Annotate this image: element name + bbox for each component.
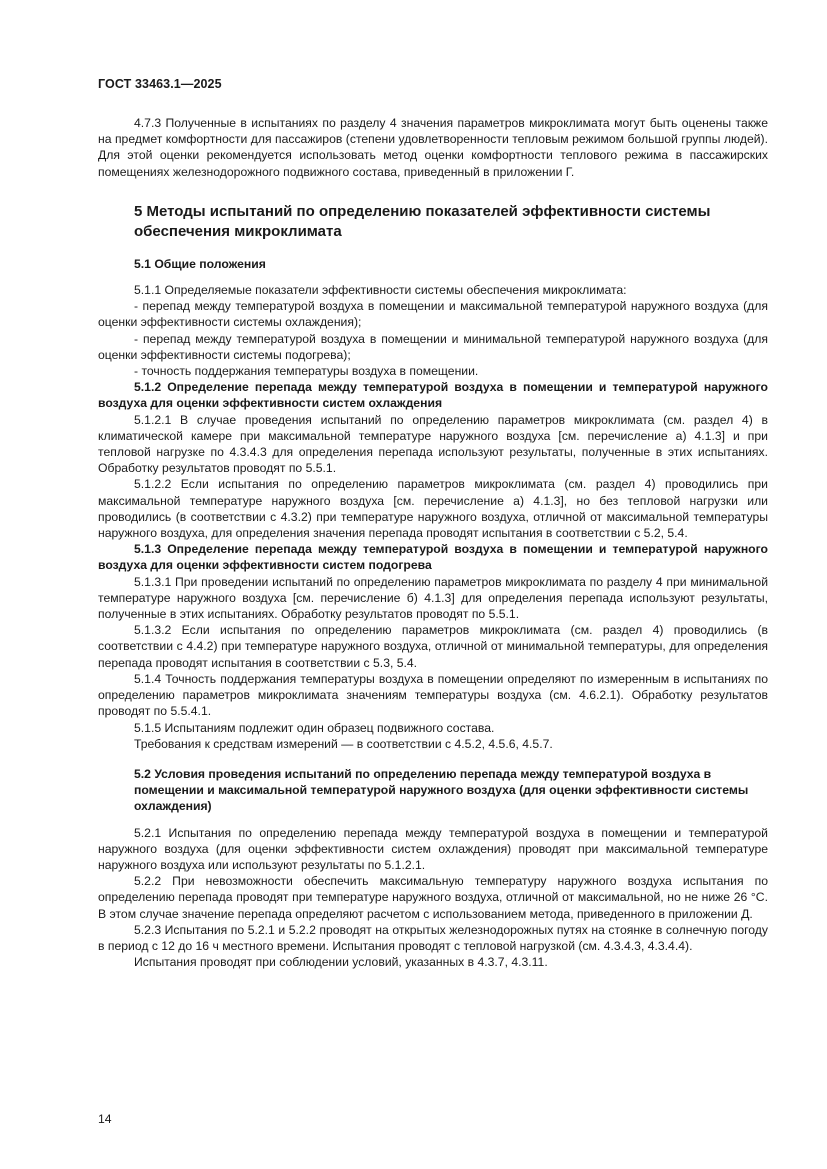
page-number: 14 <box>98 1112 112 1126</box>
paragraph-5-2-1: 5.2.1 Испытания по определению перепада между температурой воздуха в помещении и температурой наружного воздуха (для оценки эффективности систем охлаждения) проводят при максимальной температуре наружного воздуха или используют результаты по 5.1.2.1. <box>98 825 768 872</box>
document-code-header: ГОСТ 33463.1—2025 <box>98 77 222 91</box>
list-item: - перепад между температурой воздуха в помещении и максимальной температурой наружного воздуха (для оценки эффективности системы охлаждения); <box>98 299 768 330</box>
list-item: - точность поддержания температуры воздуха в помещении. <box>134 364 479 379</box>
paragraph-5-1-4: 5.1.4 Точность поддержания температуры воздуха в помещении определяют по измеренным в испытаниях по определению параметров микроклимата значениям температуры воздуха (см. 4.6.2.1). Обработку результатов проводят по 5.5.4.1. <box>98 671 768 719</box>
paragraph-5-1-3-2: 5.1.3.2 Если испытания по определению параметров микроклимата (см. раздел 4) проводились (в соответствии с 4.4.2) при температуре наружного воздуха, отличной от минимальной температуры, для определения перепада проводят испытания в соответствии с 5.3, 5.4. <box>98 623 768 670</box>
paragraph-5-1-5-requirements: Требования к средствам измерений — в соответствии с 4.5.2, 4.5.6, 4.5.7. <box>134 736 553 751</box>
paragraph-5-2-3-conditions: Испытания проводят при соблюдении условий, указанных в 4.3.7, 4.3.11. <box>134 955 548 970</box>
section-5-title: 5 Методы испытаний по определению показателей эффективности системы обеспечения микроклимата <box>134 202 711 240</box>
paragraph-5-2-2: 5.2.2 При невозможности обеспечить максимальную температуру наружного воздуха испытания по определению перепада проводят при температуре наружного воздуха, отличной от максимальной, но не ниже 26 °С. В этом случае значение перепада определяют расчетом с использованием метода, приведенного в приложении Д. <box>98 874 768 921</box>
clause-5-1-3-title: 5.1.3 Определение перепада между температурой воздуха в помещении и температурой наружного воздуха для оценки эффективности систем подогрева <box>98 542 768 573</box>
clause-5-1-2-title: 5.1.2 Определение перепада между температурой воздуха в помещении и температурой наружного воздуха для оценки эффективности систем охлаждения <box>98 380 768 411</box>
paragraph-5-1-2-1: 5.1.2.1 В случае проведения испытаний по определению параметров микроклимата (см. раздел 4) в климатической камере при максимальной температуре наружного воздуха [см. перечисление а) 4.1.3] и при тепловой нагрузке по 4.3.4.3 для определения перепада используют результаты, полученные в этих испытаниях. Обработку результатов проводят по 5.5.1. <box>98 412 768 476</box>
paragraph-5-2-3: 5.2.3 Испытания по 5.2.1 и 5.2.2 проводят на открытых железнодорожных путях на стоянке в солнечную погоду в период с 12 до 16 ч местного времени. Испытания проводят с тепловой нагрузкой (см. 4.3.4.3, 4.3.4.4). <box>98 922 768 953</box>
paragraph-5-1-3-1: 5.1.3.1 При проведении испытаний по определению параметров микроклимата по разделу 4 при минимальной температуре наружного воздуха [см. перечисление б) 4.1.3] для определения перепада используют результаты, полученные в этих испытаниях. Обработку результатов проводят по 5.5.1. <box>98 574 768 622</box>
page-body <box>98 115 768 970</box>
paragraph-5-1-5: 5.1.5 Испытаниям подлежит один образец подвижного состава. <box>134 720 495 735</box>
paragraph-5-1-1: 5.1.1 Определяемые показатели эффективности системы обеспечения микроклимата: <box>134 283 627 298</box>
paragraph-4-7-3: 4.7.3 Полученные в испытаниях по разделу 4 значения параметров микроклимата могут быть оценены также на предмет комфортности для пассажиров (степени удовлетворенности тепловым режимом большой группы людей). Для этой оценки рекомендуется использовать метод оценки комфортности теплового режима в пассажирских помещениях железнодорожного подвижного состава, приведенный в приложении Г. <box>98 116 768 179</box>
subsection-5-2-title: 5.2 Условия проведения испытаний по определению перепада между температурой воздуха в помещении и максимальной температурой наружного воздуха (для оценки эффективности системы охлаждения) <box>134 766 749 814</box>
paragraph-5-1-2-2: 5.1.2.2 Если испытания по определению параметров микроклимата (см. раздел 4) проводились при максимальной температуре наружного воздуха [см. перечисление а) 4.1.3], но без тепловой нагрузки или проводились (в соответствии с 4.3.2) при температуре наружного воздуха, отличной от максимальной температуры наружного воздуха, для определения значения перепада проводят испытания в соответствии с 5.2, 5.4. <box>98 477 768 541</box>
list-item: - перепад между температурой воздуха в помещении и минимальной температурой наружного воздуха (для оценки эффективности системы подогрева); <box>98 331 768 362</box>
subsection-5-1-title: 5.1 Общие положения <box>134 256 266 271</box>
